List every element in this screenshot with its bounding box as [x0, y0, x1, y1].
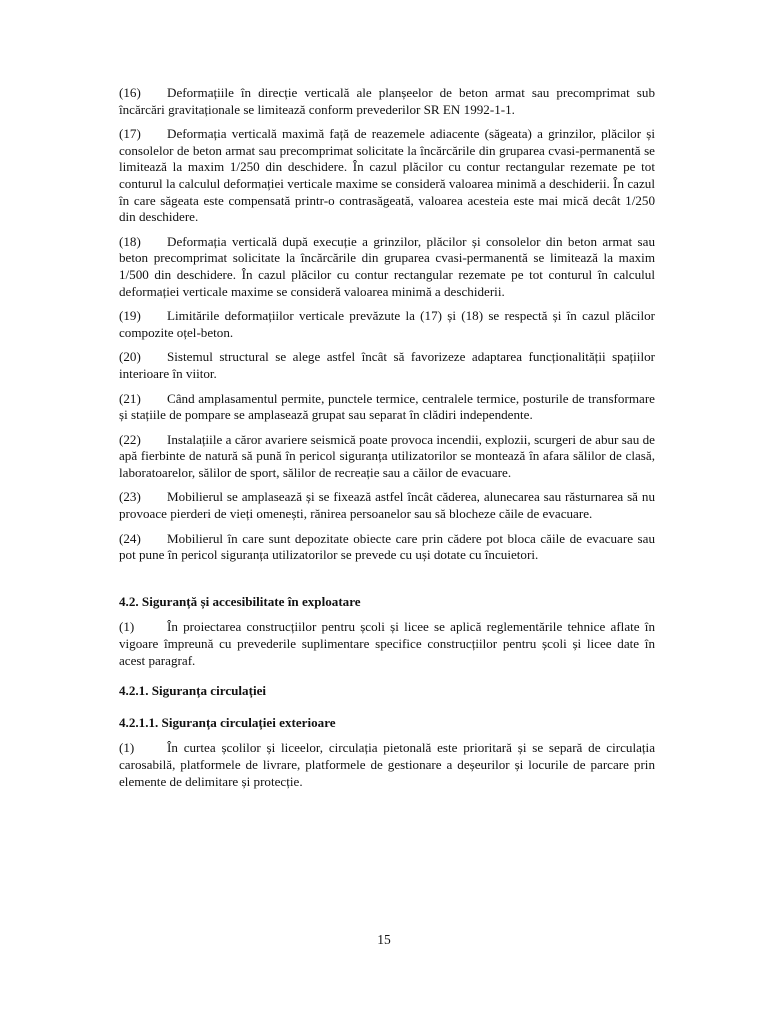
- paragraph-24: [119, 531, 655, 564]
- paragraph-20: [119, 349, 655, 382]
- paragraph-text: Deformația verticală maximă față de reazemele adiacente (săgeata) a grinzilor, plăcilor și consolelor de beton armat sau precomprimat solicitate la încărcările din gruparea cvasi-permanentă se limitează la maxim 1/250 din deschidere. În cazul plăcilor cu contur rectangular rezemate pe tot conturul la calculul deformației verticale maxime se consideră valoarea minimă a deschiderii. În cazul în care săgeata este compensată printr-o contrasăgeată, valoarea acesteia este mai mică decât 1/250 din deschidere.: [119, 126, 655, 225]
- section-spacer: [119, 572, 655, 594]
- paragraph-19: [119, 308, 655, 341]
- paragraph-number: (24): [119, 530, 141, 546]
- paragraph-21: [119, 391, 655, 424]
- section-heading-4-2-1: 4.2.1. Siguranța circulației: [119, 683, 267, 699]
- page-content: [119, 85, 655, 798]
- paragraph-number: (21): [119, 390, 141, 406]
- paragraph-number: (16): [119, 85, 141, 100]
- paragraph-4-2-1-1-1: [119, 740, 655, 790]
- paragraph-text: Mobilierul în care sunt depozitate obiecte care prin cădere pot bloca căile de evacuare sau pot pune în pericol siguranța utilizatorilor se prevede cu uși dotate cu încuietori.: [119, 530, 655, 563]
- paragraph-4-2-1: [119, 619, 655, 669]
- paragraph-number: (22): [119, 431, 141, 447]
- section-heading-4-2: 4.2. Siguranță și accesibilitate în exploatare: [119, 593, 361, 609]
- paragraph-text: Sistemul structural se alege astfel încât să favorizeze adaptarea funcționalității spațiilor interioare în viitor.: [119, 349, 655, 381]
- paragraph-number: (17): [119, 126, 141, 142]
- paragraph-16: [119, 85, 655, 118]
- paragraph-22: [119, 432, 655, 482]
- paragraph-text: Instalațiile a căror avariere seismică poate provoca incendii, explozii, scurgeri de abur sau de apă fierbinte de natură să pună în pericol siguranța utilizatorilor se montează în afara sălilor de clasă, laboratoarelor, sălilor de sport, sălilor de recreație sau a căilor de evacuare.: [119, 431, 655, 480]
- paragraph-23: [119, 489, 655, 522]
- paragraph-number: (1): [119, 740, 135, 756]
- paragraph-18: [119, 234, 655, 300]
- paragraph-number: (20): [119, 349, 141, 365]
- paragraph-text: Limitările deformațiilor verticale prevăzute la (17) și (18) se respectă și în cazul plăcilor compozite oțel-beton.: [119, 308, 655, 340]
- paragraph-text: În proiectarea construcțiilor pentru școli și licee se aplică reglementările tehnice aflate în vigoare împreună cu prevederile suplimentare specifice construcțiilor pentru școli și licee date în acest paragraf.: [119, 619, 655, 668]
- paragraph-text: Deformațiile în direcție verticală ale planșeelor de beton armat sau precomprimat sub încărcări gravitaționale se limitează conform prevederilor SR EN 1992-1-1.: [119, 85, 655, 117]
- paragraph-text: Mobilierul se amplasează și se fixează astfel încât căderea, alunecarea sau răsturnarea să nu provoace pierderi de vieți omenești, rănirea persoanelor sau să blocheze căile de evacuare.: [119, 489, 655, 522]
- paragraph-text: Când amplasamentul permite, punctele termice, centralele termice, posturile de transformare și stațiile de pompare se amplasează grupat sau separat în clădiri independente.: [119, 390, 655, 423]
- section-heading-4-2-1-1: 4.2.1.1. Siguranța circulației exterioare: [119, 714, 336, 730]
- paragraph-text: În curtea școlilor și liceelor, circulația pietonală este prioritară și se separă de circulația carosabilă, platformele de livrare, platformele de gestionare a deșeurilor și locurile de parcare prin elemente de delimitare și protecție.: [119, 740, 655, 789]
- paragraph-number: (23): [119, 489, 141, 505]
- page-number: 15: [377, 932, 391, 947]
- paragraph-number: (19): [119, 308, 141, 324]
- paragraph-number: (1): [119, 619, 135, 635]
- paragraph-number: (18): [119, 233, 141, 249]
- paragraph-17: [119, 126, 655, 226]
- paragraph-text: Deformația verticală după execuție a grinzilor, plăcilor și consolelor din beton armat sau beton precomprimat solicitate la încărcările din gruparea cvasi-permanentă se limitează la maxim 1/500 din deschidere. În cazul plăcilor cu contur rectangular rezemate pe tot conturul în calculul deformației verticale maxime se consideră valoarea minimă a deschiderii.: [119, 233, 655, 299]
